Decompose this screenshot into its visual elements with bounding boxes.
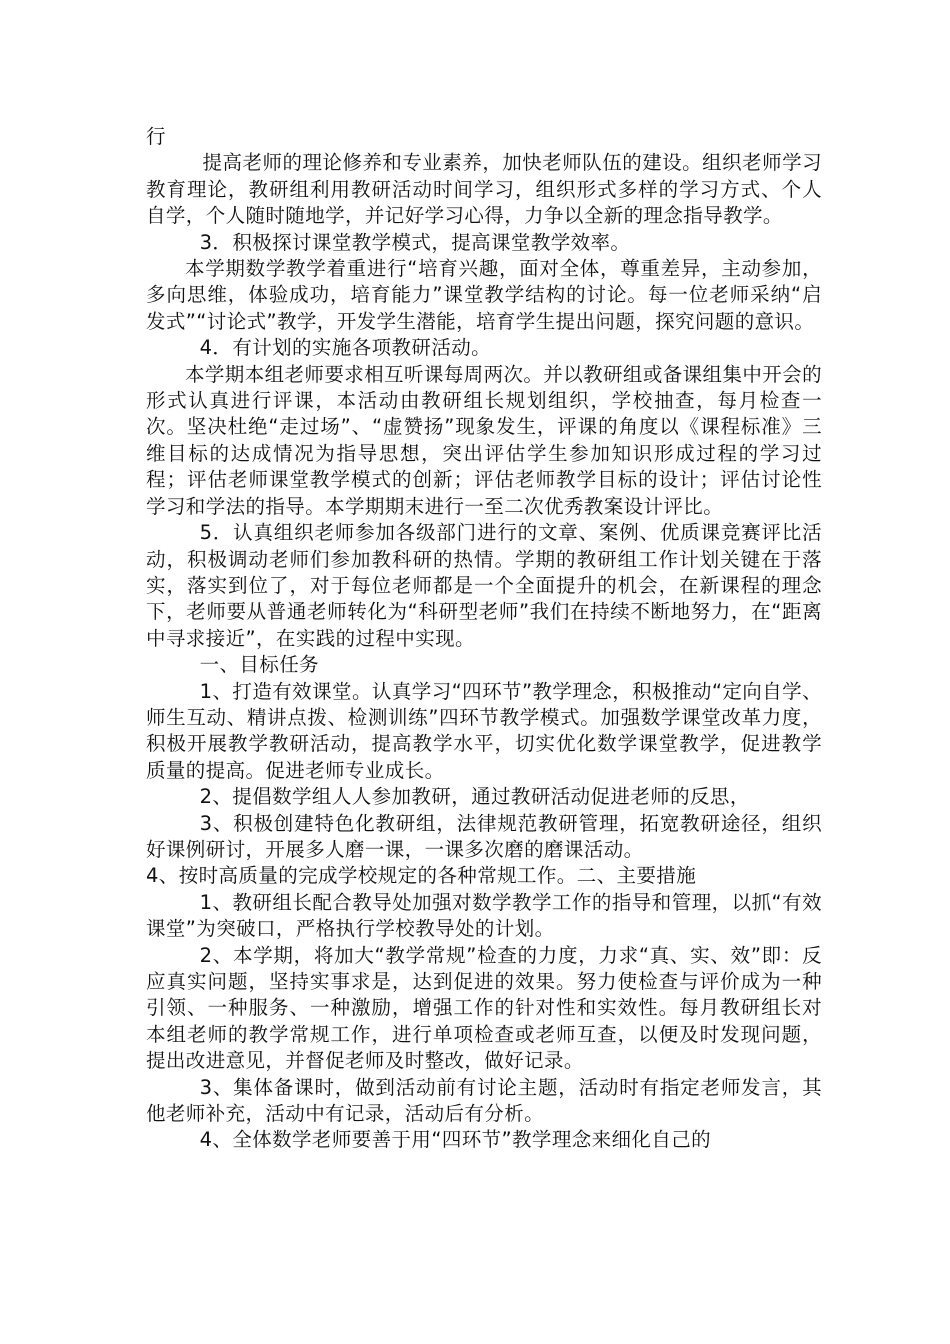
paragraph: 行 (146, 125, 166, 148)
paragraph: 3、集体备课时，做到活动前有讨论主题，活动时有指定老师发言，其他老师补充，活动中有记录，活动后有分析。 (146, 1075, 822, 1126)
paragraph: 1、打造有效课堂。认真学习“四环节”教学理念，积极推动“定向自学、师生互动、精讲点拨、检测训练”四环节教学模式。加强数学课堂改革力度，积极开展教学教研活动，提高教学水平，切实优化数学课堂教学，促进教学质量的提高。促进老师专业成长。 (146, 679, 822, 782)
paragraph: 2、本学期，将加大“教学常规”检查的力度，力求“真、实、效”即：反应真实问题，坚持实事求是，达到促进的效果。努力使检查与评价成为一种引领、一种服务、一种激励，增强工作的针对性和实效性。每月教研组长对本组老师的教学常规工作，进行单项检查或老师互查，以便及时发现问题，提出改进意见，并督促老师及时整改，做好记录。 (146, 943, 822, 1073)
paragraph: 4．有计划的实施各项教研活动。 (199, 336, 492, 360)
paragraph: 5．认真组织老师参加各级部门进行的文章、案例、优质课竞赛评比活动，积极调动老师们参加教科研的热情。学期的教研组工作计划关键在于落实，落实到位了，对于每位老师都是一个全面提升的机会，在新课程的理念下，老师要从普通老师转化为“科研型老师”我们在持续不断地努力，在“距离中寻求接近”，在实践的过程中实现。 (146, 521, 822, 650)
paragraph: 4、按时高质量的完成学校规定的各种常规工作。二、主要措施 (146, 864, 697, 888)
document-body (146, 124, 822, 1154)
paragraph: 3、积极创建特色化教研组，法律规范教研管理，拓宽教研途径，组织好课例研讨，开展多人磨一课，一课多次磨的磨课活动。 (146, 811, 822, 861)
paragraph: 本学期数学教学着重进行“培育兴趣，面对全体，尊重差异，主动参加，多向思维，体验成功，培育能力”课堂教学结构的讨论。每一位老师采纳“启发式”“讨论式”教学，开发学生潜能，培育学生提出问题，探究问题的意识。 (146, 257, 822, 333)
paragraph: 4、全体数学老师要善于用“四环节”教学理念来细化自己的 (199, 1128, 712, 1152)
paragraph: 2、提倡数学组人人参加教研，通过教研活动促进老师的反思， (199, 785, 750, 809)
paragraph: 3．积极探讨课堂教学模式，提高课堂教学效率。 (199, 230, 631, 254)
section-heading: 一、目标任务 (199, 653, 320, 677)
paragraph: 本学期本组老师要求相互听课每周两次。并以教研组或备课组集中开会的形式认真进行评课，本活动由教研组长规划组织，学校抽查，每月检查一次。坚决杜绝“走过场”、“虚赞扬”现象发生，评课的角度以《课程标准》三维目标的达成情况为指导思想，突出评估学生参加知识形成过程的学习过程；评估老师课堂教学模式的创新；评估老师教学目标的设计；评估讨论性学习和学法的指导。本学期期末进行一至二次优秀教案设计评比。 (146, 362, 822, 518)
paragraph: 1、教研组长配合教导处加强对数学教学工作的指导和管理，以抓“有效课堂”为突破口，严格执行学校教导处的计划。 (146, 890, 822, 941)
paragraph: 提高老师的理论修养和专业素养，加快老师队伍的建设。组织老师学习教育理论，教研组利用教研活动时间学习，组织形式多样的学习方式、个人自学，个人随时随地学，并记好学习心得，力争以全新的理念指导教学。 (146, 151, 822, 228)
